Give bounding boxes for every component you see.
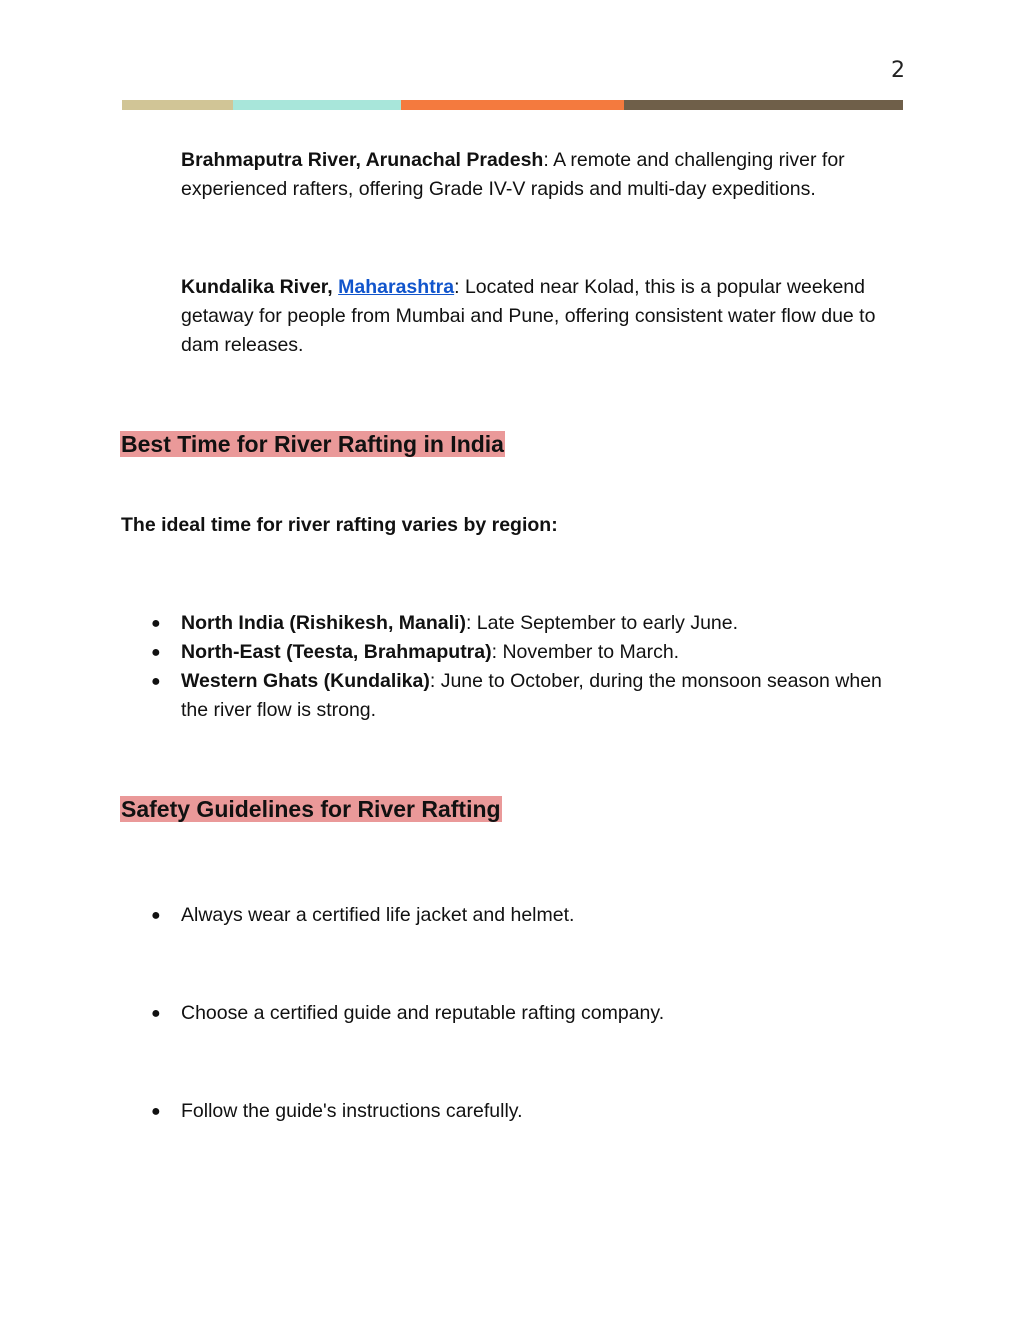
safety-item-text: Choose a certified guide and reputable rafting company. (181, 1002, 665, 1024)
region-name: North India (Rishikesh, Manali) (181, 612, 466, 634)
best-time-list (151, 609, 906, 725)
region-season: : June to October, during the monsoon season when the river flow is strong. (181, 670, 882, 721)
safety-item-text: Always wear a certified life jacket and helmet. (181, 904, 575, 926)
list-item (151, 999, 906, 1028)
bullet-icon: ● (151, 644, 161, 661)
river-paragraph-kundalika (181, 273, 906, 360)
list-item (151, 667, 906, 725)
color-bar-segment (233, 100, 401, 110)
bullet-icon: ● (151, 673, 161, 690)
page-number: 2 (891, 58, 904, 83)
region-name: North-East (Teesta, Brahmaputra) (181, 641, 492, 663)
list-item (151, 1097, 906, 1126)
section-heading-best-time (120, 430, 505, 458)
heading-text: Best Time for River Rafting in India (121, 431, 504, 457)
bullet-icon: ● (151, 907, 161, 924)
river-description: : Located near Kolad, this is a popular weekend getaway for people from Mumbai and Pune, offering consistent water flow due to dam releases. (181, 276, 876, 356)
region-name: Western Ghats (Kundalika) (181, 670, 430, 692)
list-item (151, 609, 906, 638)
region-season: : November to March. (491, 641, 680, 663)
color-bar-segment (401, 100, 624, 110)
region-season: : Late September to early June. (465, 612, 739, 634)
river-name: Brahmaputra River, Arunachal Pradesh (181, 149, 544, 171)
river-paragraph-brahmaputra (181, 146, 906, 204)
bullet-icon: ● (151, 1005, 161, 1022)
color-bar-segment (624, 100, 903, 110)
safety-list (151, 1097, 906, 1126)
list-item (151, 901, 906, 930)
list-item (151, 638, 906, 667)
river-description: : A remote and challenging river for experienced rafters, offering Grade IV-V rapids and multi-day expeditions. (181, 149, 845, 200)
safety-list (151, 901, 906, 930)
section-heading-safety (120, 795, 502, 823)
bullet-icon: ● (151, 1103, 161, 1120)
best-time-intro: The ideal time for river rafting varies by region: (121, 514, 558, 536)
river-name: Kundalika River, (181, 276, 339, 298)
safety-list (151, 999, 906, 1028)
color-bar-segment (122, 100, 233, 110)
bullet-icon: ● (151, 615, 161, 632)
header-color-bar (122, 100, 903, 110)
heading-text: Safety Guidelines for River Rafting (121, 796, 501, 822)
maharashtra-link[interactable]: Maharashtra (338, 276, 455, 298)
safety-item-text: Follow the guide's instructions carefully. (181, 1100, 523, 1122)
